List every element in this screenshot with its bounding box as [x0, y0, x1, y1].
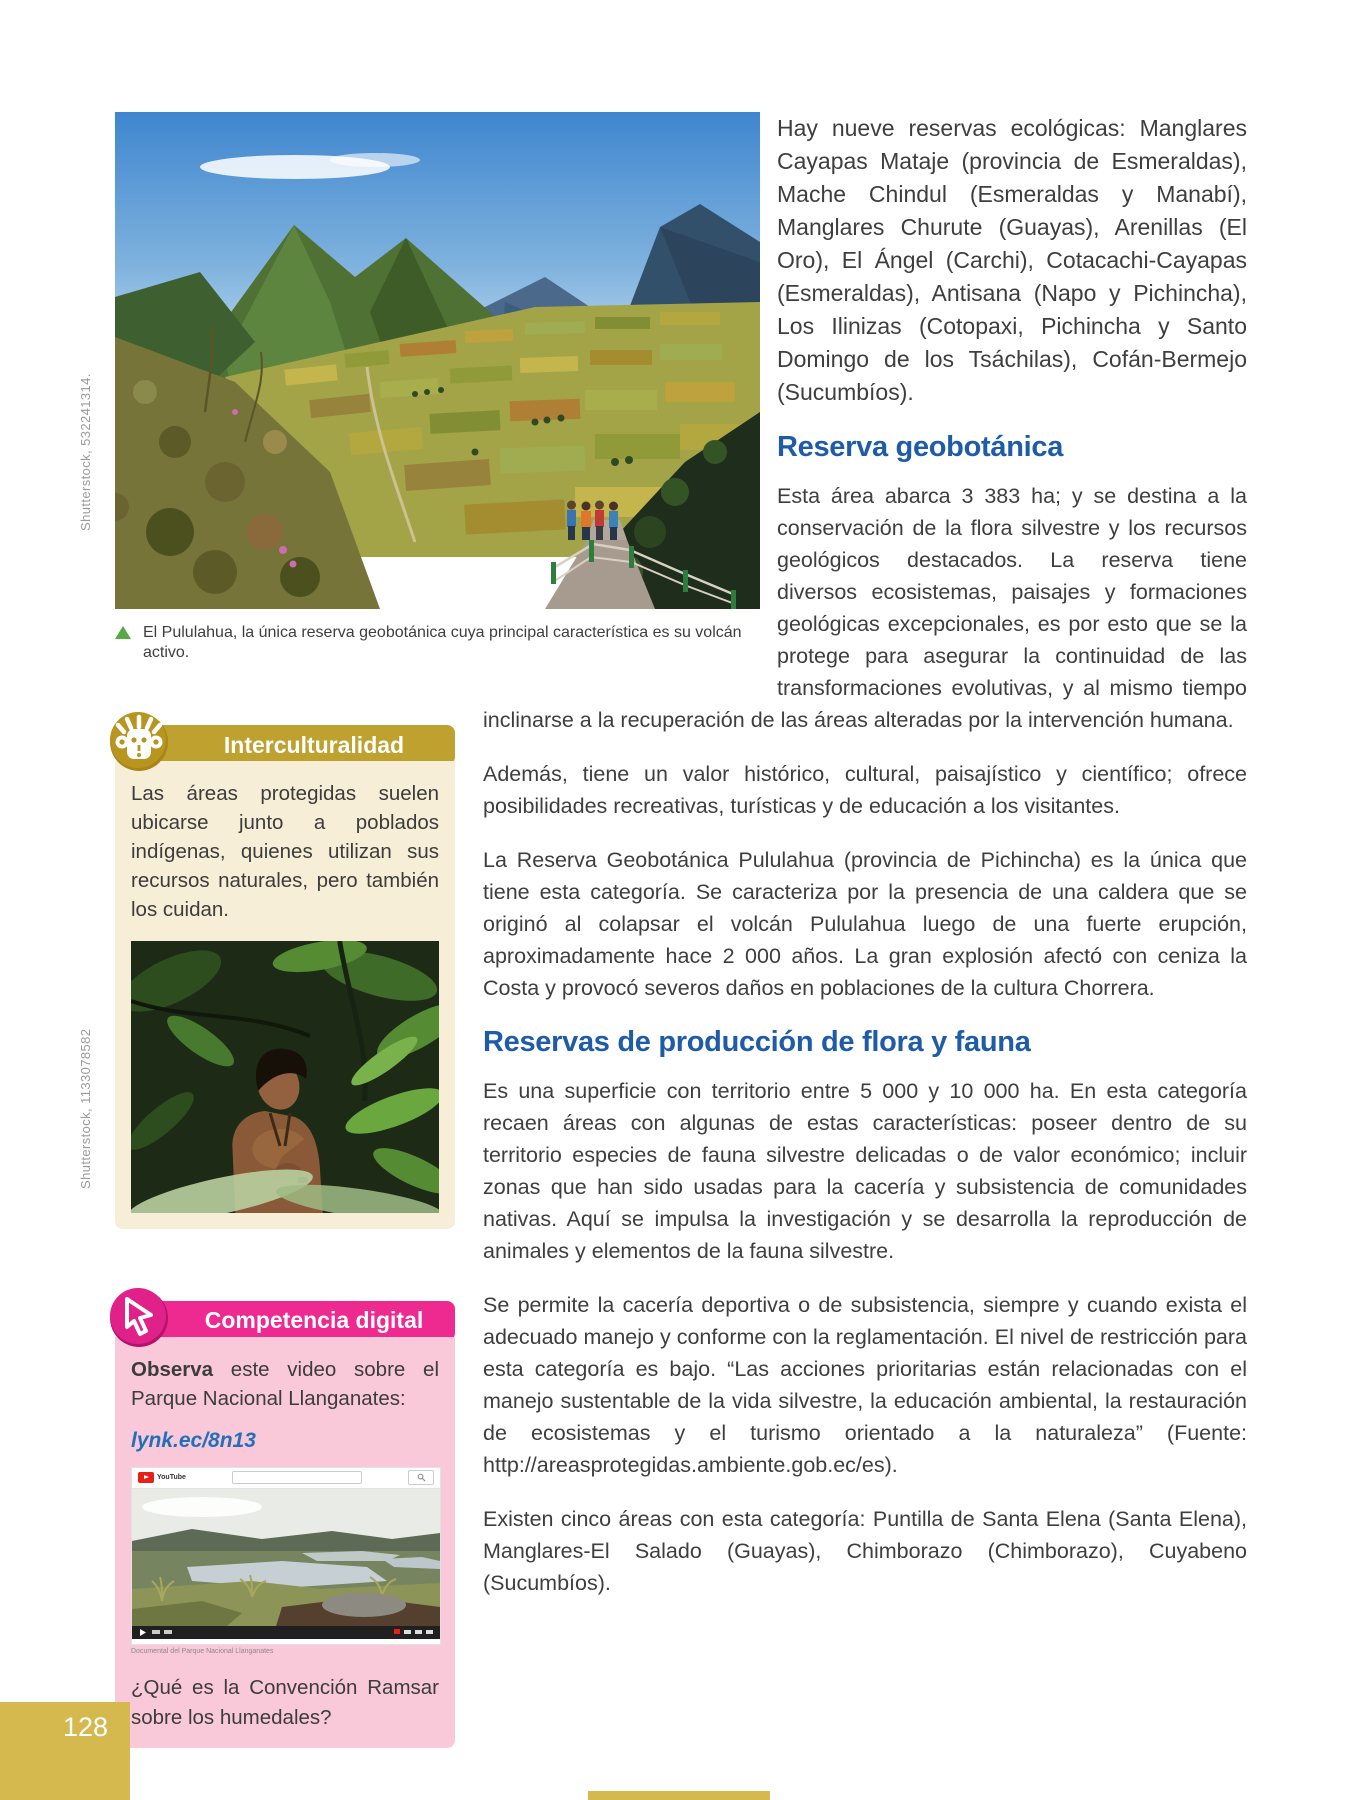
geobotanica-paragraph-2: Además, tiene un valor histórico, cultural, paisajístico y científico; ofrece posibilidades recreativas, turísticas y de educación a los visitantes. — [483, 762, 1247, 818]
youtube-search-button[interactable] — [408, 1470, 434, 1485]
digital-panel — [115, 1337, 455, 1748]
intercultural-title-bar — [139, 725, 455, 765]
main-photo — [115, 112, 760, 609]
intercultural-mask-icon — [107, 709, 171, 773]
digital-lead — [131, 1355, 439, 1413]
intercultural-box — [115, 709, 455, 1229]
flora-fauna-paragraph-1: Es una superficie con territorio entre 5 000 y 10 000 ha. En esta categoría recaen áreas con algunas de estas características: poseer dentro de su territorio especies de fauna silvestre delicadas o de valor económico; incluir zonas que han sido usadas para la cacería y subsistencia de comunidades nativas. Aquí se impulsa la investigación y se desarrolla la reproducción de animales y elementos de la fauna silvestre. — [483, 1079, 1247, 1263]
digital-title-bar — [139, 1301, 455, 1341]
flora-fauna-paragraph-2: Se permite la cacería deportiva o de subsistencia, siempre y cuando exista el adecuado manejo y conforme con la reglamentación. El nivel de restricción para esta categoría es bajo. “Las acciones prioritarias están relacionadas con el manejo sustentable de la vida silvestre, la educación ambiental, la restauración de ecosistemas y el turismo orientado a la naturaleza” (Fuente: http://areasprotegidas.ambiente.gob.ec/es). — [483, 1293, 1247, 1477]
cursor-icon — [107, 1285, 171, 1349]
photo-credit-main: Shutterstock, 532241314. — [78, 373, 93, 531]
caption-triangle-icon — [115, 626, 131, 639]
youtube-search-input[interactable] — [232, 1471, 362, 1484]
intercultural-panel — [115, 761, 455, 1229]
digital-lead-bold: Observa — [131, 1357, 214, 1381]
intercultural-title: Interculturalidad — [223, 731, 405, 758]
caption-text: El Pululahua, la única reserva geobotánica cuya principal característica es su volcán activo. — [143, 624, 742, 661]
video-frame — [132, 1489, 440, 1639]
page-content — [115, 112, 1247, 1800]
geobotanica-paragraph-3: La Reserva Geobotánica Pululahua (provincia de Pichincha) es la única que tiene esta categoría. Se caracteriza por la presencia de una caldera que se originó al colapsar el volcán Pululahua luego de una fuerte erupción, aproximadamente hace 2 000 años. La gran explosión afectó con ceniza la Costa y provocó severos daños en poblaciones de la cultura Chorrera. — [483, 848, 1247, 1000]
page-number-block — [0, 1702, 130, 1800]
bottom-gold-strip — [588, 1791, 770, 1800]
magnifier-icon — [417, 1473, 426, 1482]
youtube-logo-icon — [138, 1472, 186, 1483]
intro-paragraph: Hay nueve reservas ecológicas: Manglares Cayapas Mataje (provincia de Esmeraldas), Mache Chindul (Esmeraldas y Manabí), Manglares Churute (Guayas), Arenillas (El Oro), El Ángel (Carchi), Cotacachi-Cayapas (Esmeraldas), Antisana (Napo y Pichincha), Los Ilinizas (Cotopaxi, Pichincha y Santo Domingo de los Tsáchilas), Cofán-Bermejo (Sucumbíos). — [777, 115, 1247, 405]
video-thumbnail-caption: Documental del Parque Nacional Llanganates — [131, 1647, 274, 1655]
section-title-geobotanica: Reserva geobotánica — [777, 431, 1064, 463]
digital-box — [115, 1285, 455, 1748]
flora-fauna-paragraph-3: Existen cinco áreas con esta categoría: Puntilla de Santa Elena (Santa Elena), Manglares-El Salado (Guayas), Chimborazo (Chimborazo), Cuyabeno (Sucumbíos). — [483, 1507, 1247, 1595]
youtube-chrome-bar — [132, 1468, 440, 1489]
intercultural-text: Las áreas protegidas suelen ubicarse junto a poblados indígenas, quienes utilizan sus recursos naturales, pero también los cuidan. — [131, 782, 439, 922]
sidebar-rail — [115, 709, 455, 1800]
video-link[interactable]: lynk.ec/8n13 — [131, 1428, 256, 1452]
main-photo-block — [115, 112, 777, 663]
section-title-flora-fauna: Reservas de producción de flora y fauna — [483, 1026, 1031, 1058]
digital-lead-rest: este video sobre el Parque Nacional Llanganates: — [131, 1357, 439, 1410]
youtube-label: YouTube — [157, 1474, 186, 1482]
geobotanica-paragraph-1: Esta área abarca 3 383 ha; y se destina a la conservación de la flora silvestre y los recursos geológicos destacados. La reserva tiene diversos ecosistemas, paisajes y formaciones geológicas excepcionales, es por esto que se la protege para asegurar la continuidad de las transformaciones evolutivas, y al mismo tiempo inclinarse a la recuperación de las áreas alteradas por la intervención humana. — [483, 484, 1247, 732]
digital-question: ¿Qué es la Convención Ramsar sobre los humedales? — [131, 1676, 439, 1729]
photo-credit-intercultural: Shutterstock, 1133078582 — [78, 1028, 93, 1189]
page-number: 128 — [62, 1712, 108, 1742]
video-thumbnail[interactable] — [131, 1467, 441, 1645]
intercultural-photo — [131, 941, 439, 1213]
digital-title: Competencia digital — [204, 1307, 424, 1334]
main-photo-caption — [115, 623, 765, 663]
